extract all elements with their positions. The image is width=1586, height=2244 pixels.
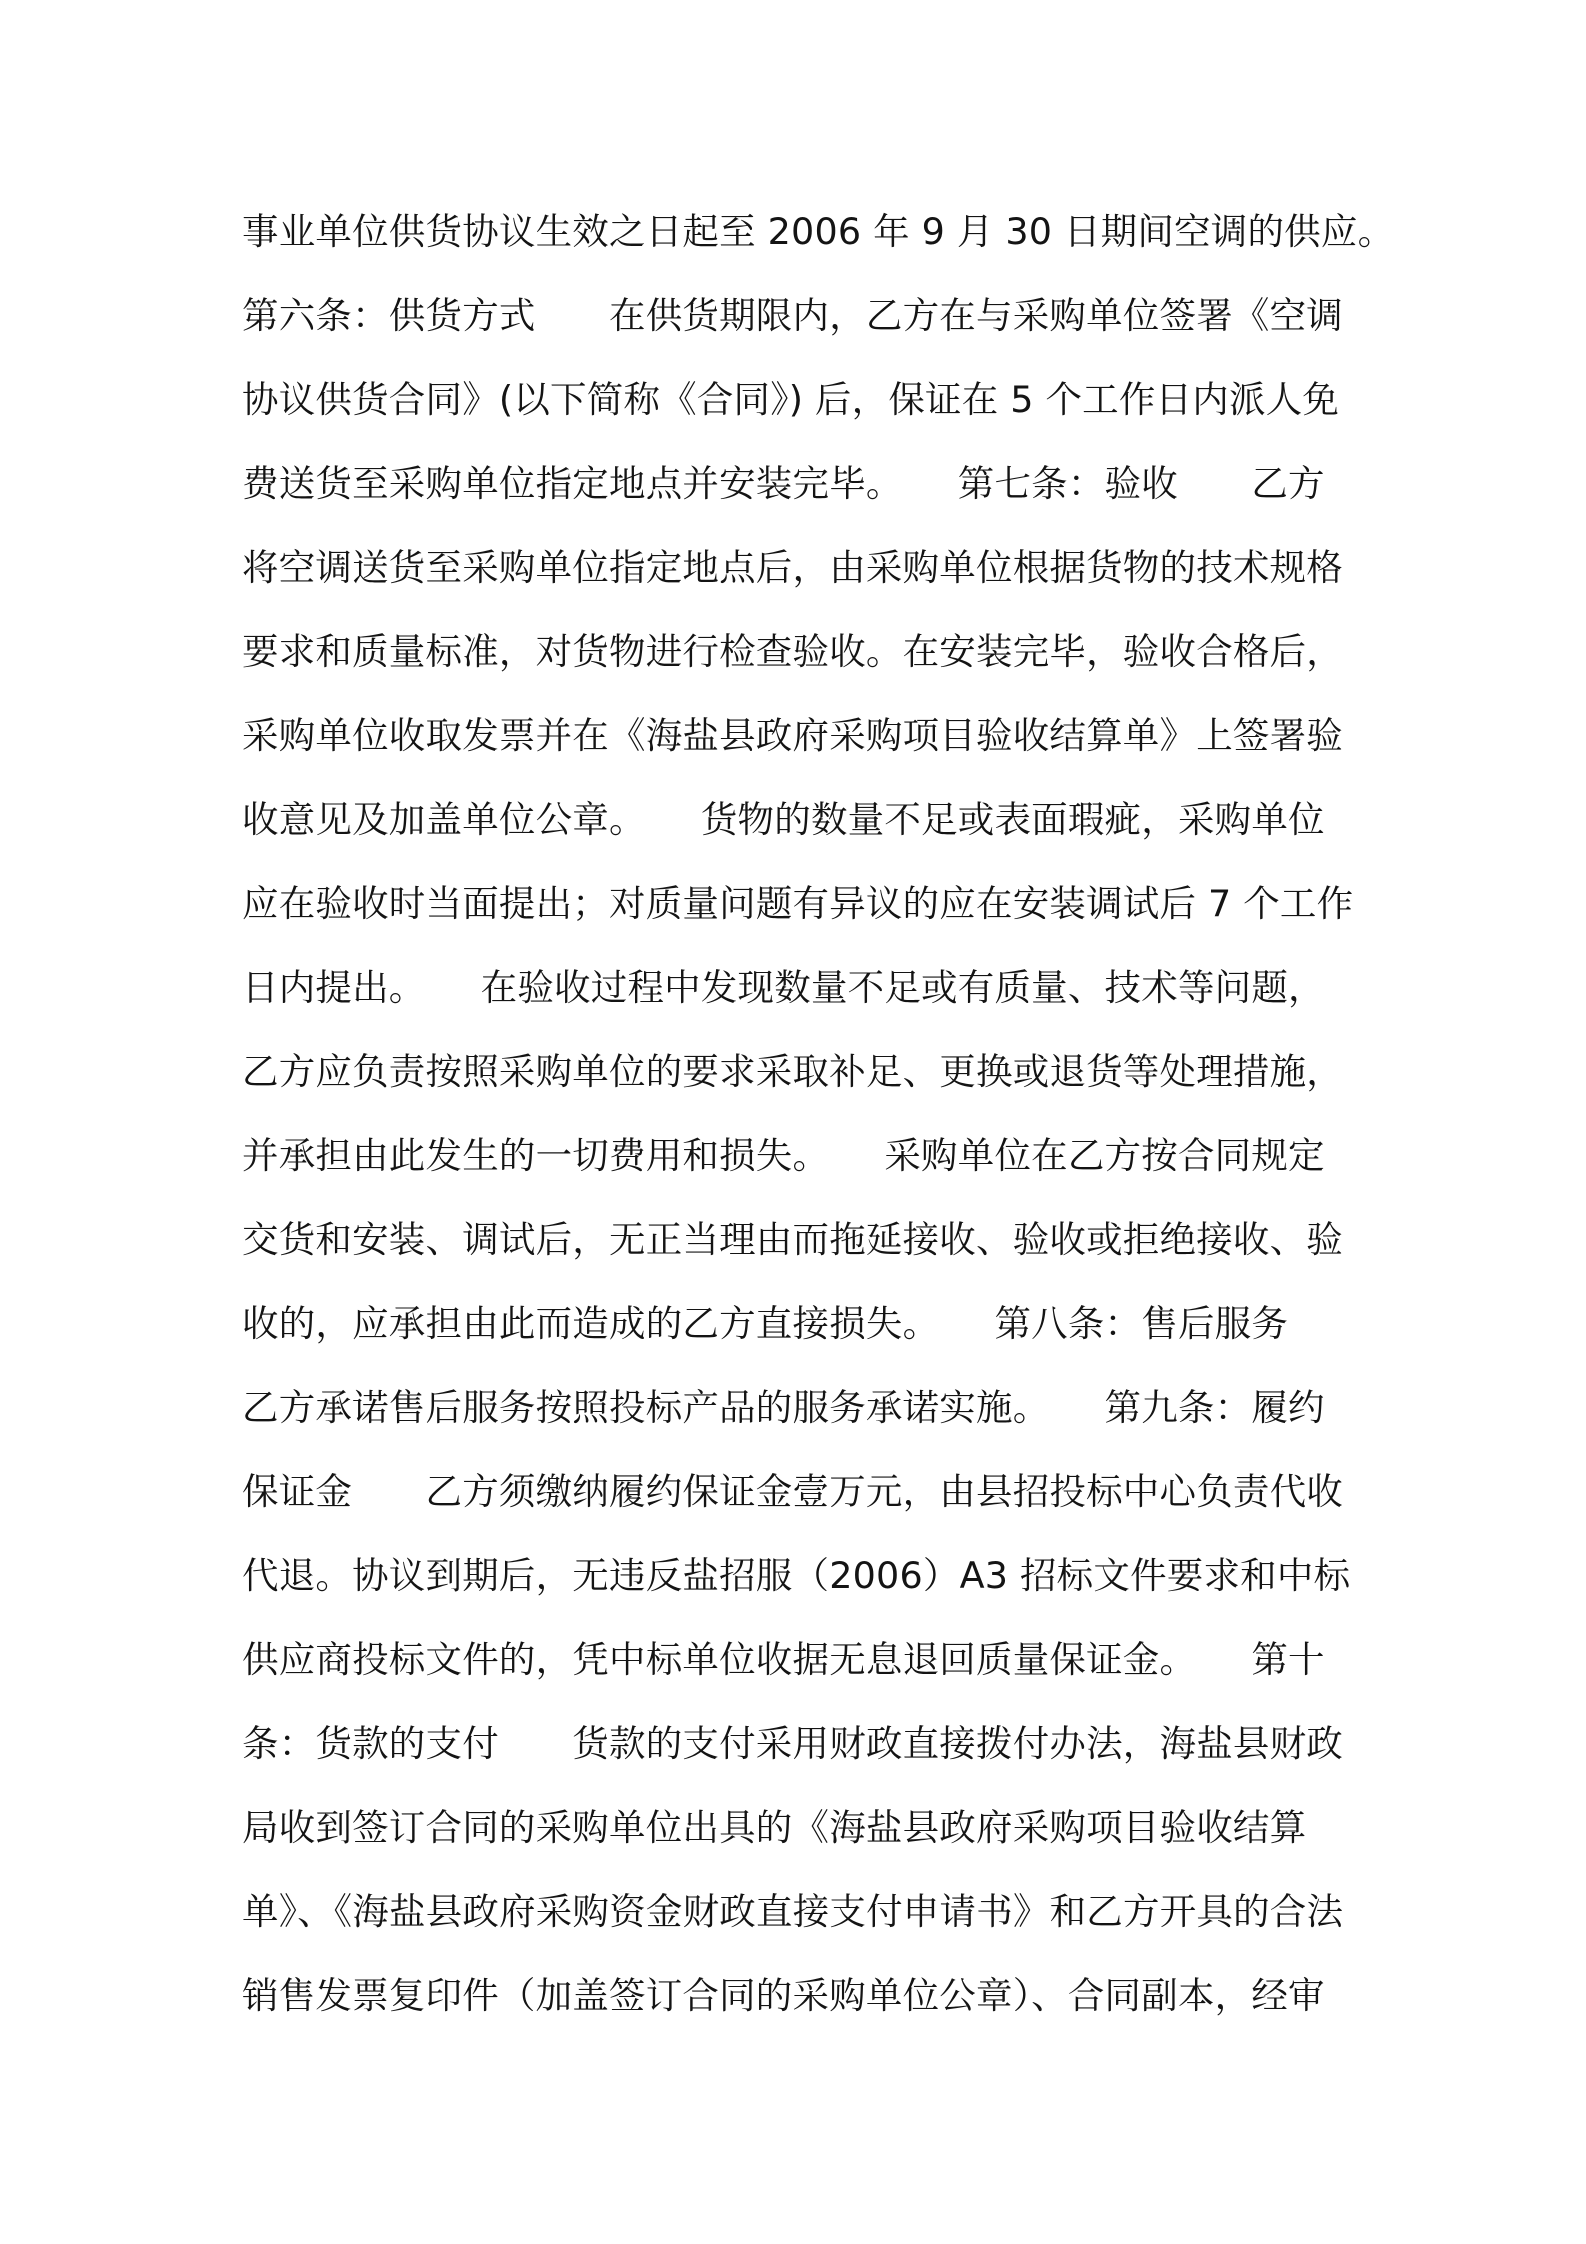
text-line: 供应商投标文件的，凭中标单位收据无息退回质量保证金。 第十: [242, 1638, 1325, 1681]
text-line: 乙方应负责按照采购单位的要求采取补足、更换或退货等处理措施，: [242, 1050, 1343, 1093]
text-line: 协议供货合同》(以下简称《合同》) 后，保证在 5 个工作日内派人免: [242, 378, 1340, 421]
text-line: 应在验收时当面提出；对质量问题有异议的应在安装调试后 7 个工作: [242, 882, 1354, 925]
text-line: 收意见及加盖单位公章。 货物的数量不足或表面瑕疵，采购单位: [242, 798, 1325, 841]
text-line: 局收到签订合同的采购单位出具的《海盐县政府采购项目验收结算: [242, 1806, 1307, 1849]
text-line: 日内提出。 在验收过程中发现数量不足或有质量、技术等问题，: [242, 966, 1325, 1009]
text-line: 保证金 乙方须缴纳履约保证金壹万元，由县招投标中心负责代收: [242, 1470, 1343, 1513]
text-line: 条：货款的支付 货款的支付采用财政直接拨付办法，海盐县财政: [242, 1722, 1343, 1765]
text-line: 费送货至采购单位指定地点并安装完毕。 第七条：验收 乙方: [242, 462, 1325, 505]
text-line: 交货和安装、调试后，无正当理由而拖延接收、验收或拒绝接收、验: [242, 1218, 1343, 1261]
text-line: 代退。协议到期后，无违反盐招服（2006）A3 招标文件要求和中标: [242, 1554, 1351, 1597]
text-line: 将空调送货至采购单位指定地点后，由采购单位根据货物的技术规格: [242, 546, 1343, 589]
text-line: 销售发票复印件（加盖签订合同的采购单位公章）、合同副本，经审: [242, 1974, 1325, 2017]
text-line: 采购单位收取发票并在《海盐县政府采购项目验收结算单》上签署验: [242, 714, 1343, 757]
text-line: 单》、《海盐县政府采购资金财政直接支付申请书》和乙方开具的合法: [242, 1890, 1344, 1933]
text-line: 并承担由此发生的一切费用和损失。 采购单位在乙方按合同规定: [242, 1134, 1325, 1177]
text-line: 第六条：供货方式 在供货期限内，乙方在与采购单位签署《空调: [242, 294, 1343, 337]
text-line: 收的，应承担由此而造成的乙方直接损失。 第八条：售后服务: [242, 1302, 1289, 1345]
text-line: 要求和质量标准，对货物进行检查验收。在安装完毕，验收合格后，: [242, 630, 1343, 673]
text-line: 事业单位供货协议生效之日起至 2006 年 9 月 30 日期间空调的供应。: [242, 210, 1395, 253]
body-text: [242, 200, 1395, 2048]
text-line: 乙方承诺售后服务按照投标产品的服务承诺实施。 第九条：履约: [242, 1386, 1325, 1429]
